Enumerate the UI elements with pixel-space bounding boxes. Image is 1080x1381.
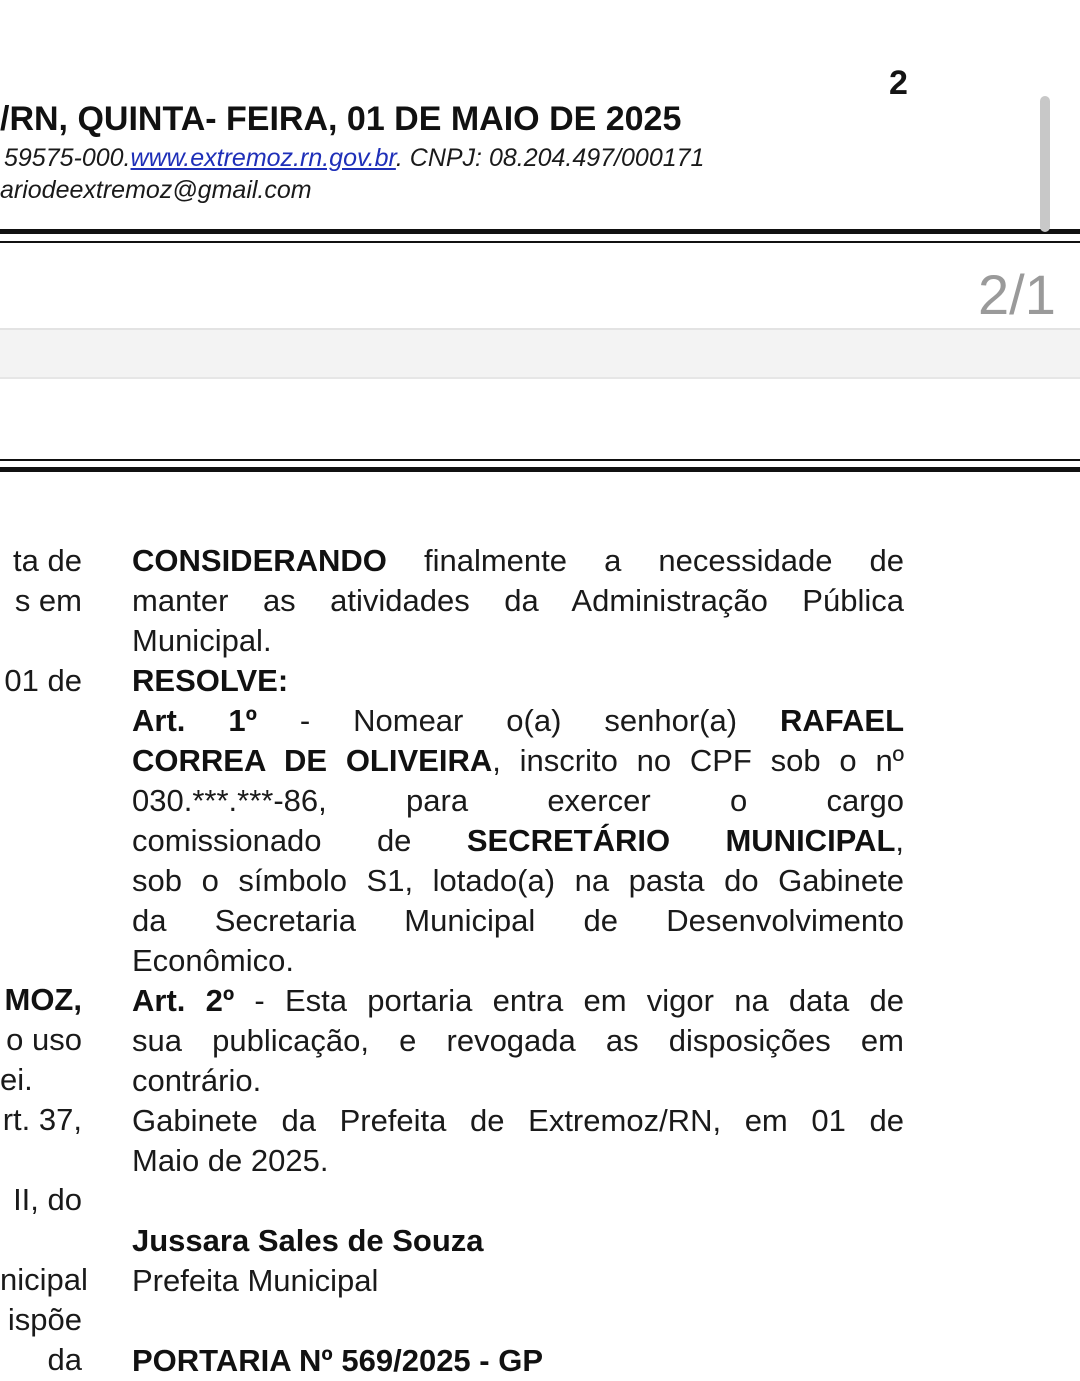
article-1-label: Art. 1º: [132, 703, 257, 738]
left-column-fragment: rt. 37,: [2, 1102, 82, 1137]
left-column-fragment: nicipal: [0, 1262, 88, 1297]
left-column-fragment: II, do: [13, 1182, 82, 1217]
article-1-line-2: CORREA DE OLIVEIRA, inscrito no CPF sob o nº: [132, 743, 905, 778]
resolve-heading: RESOLVE:: [132, 663, 289, 698]
section-divider-thin: [0, 459, 1080, 461]
left-column-fragment: da: [47, 1342, 82, 1377]
left-column-fragment: ta de: [13, 543, 82, 578]
spacer: [132, 1301, 904, 1341]
main-column: [132, 541, 904, 1381]
appointee-first-name: RAFAEL: [780, 703, 904, 738]
article-1-line-7: Econômico.: [132, 943, 294, 978]
article-1-line-1: Art. 1º - Nomear o(a) senhor(a) RAFAEL: [132, 703, 904, 738]
article-2-line-3: contrário.: [132, 1063, 262, 1098]
article-2-line-1: Art. 2º - Esta portaria entra em vigor na data de: [132, 983, 904, 1018]
signer-title: Prefeita Municipal: [132, 1263, 379, 1298]
email-line: ariodeextremoz@gmail.com: [0, 176, 312, 204]
article-1-line-4: comissionado de SECRETÁRIO MUNICIPAL,: [132, 823, 905, 858]
website-link[interactable]: www.extremoz.rn.gov.br: [130, 144, 396, 172]
header-title: /RN, QUINTA- FEIRA, 01 DE MAIO DE 2025: [0, 100, 682, 138]
left-column-fragment: s em: [14, 583, 82, 618]
section-divider-thick: [0, 467, 1080, 472]
next-portaria-heading: PORTARIA Nº 569/2025 - GP: [132, 1343, 544, 1378]
considerando-line-1: CONSIDERANDO finalmente a necessidade de: [132, 543, 904, 578]
closing-line-2: Maio de 2025.: [132, 1143, 329, 1178]
considerando-line-2: manter as atividades da Administração Pública: [132, 583, 904, 618]
left-column-fragment: MOZ,: [4, 982, 82, 1017]
left-column-fragment: 01 de: [4, 663, 82, 698]
appointed-role: SECRETÁRIO MUNICIPAL: [466, 823, 896, 858]
left-column-fragment: ispõe: [7, 1302, 82, 1337]
closing-line-1: Gabinete da Prefeita de Extremoz/RN, em 01 de: [132, 1103, 904, 1138]
article-1-line-6: da Secretaria Municipal de Desenvolvimento: [132, 903, 904, 938]
appointee-surname: CORREA DE OLIVEIRA: [132, 743, 493, 778]
article-2-label: Art. 2º: [132, 983, 235, 1018]
header-divider-thick: [0, 229, 1080, 234]
considerando-line-3: Municipal.: [132, 623, 272, 658]
considerando-label: CONSIDERANDO: [132, 543, 387, 578]
article-2-line-2: sua publicação, e revogada as disposições em: [132, 1023, 904, 1058]
article-1-line-5: sob o símbolo S1, lotado(a) na pasta do Gabinete: [132, 863, 904, 898]
header-divider-thin: [0, 241, 1080, 243]
left-column-fragment: ei.: [0, 1062, 33, 1097]
article-1-line-3: 030.***.***-86, para exercer o cargo: [132, 783, 904, 818]
scrollbar[interactable]: [1040, 96, 1050, 232]
page-number: 2: [889, 64, 908, 102]
contact-line: [4, 144, 704, 173]
left-column-fragment: o uso: [6, 1022, 82, 1057]
page-indicator: 2/1: [978, 263, 1056, 326]
spacer: [132, 1181, 904, 1221]
signer-name: Jussara Sales de Souza: [132, 1223, 484, 1258]
contact-prefix: 59575-000.: [4, 144, 131, 172]
contact-suffix: . CNPJ: 08.204.497/000171: [395, 144, 705, 172]
toolbar-band: [0, 328, 1080, 379]
